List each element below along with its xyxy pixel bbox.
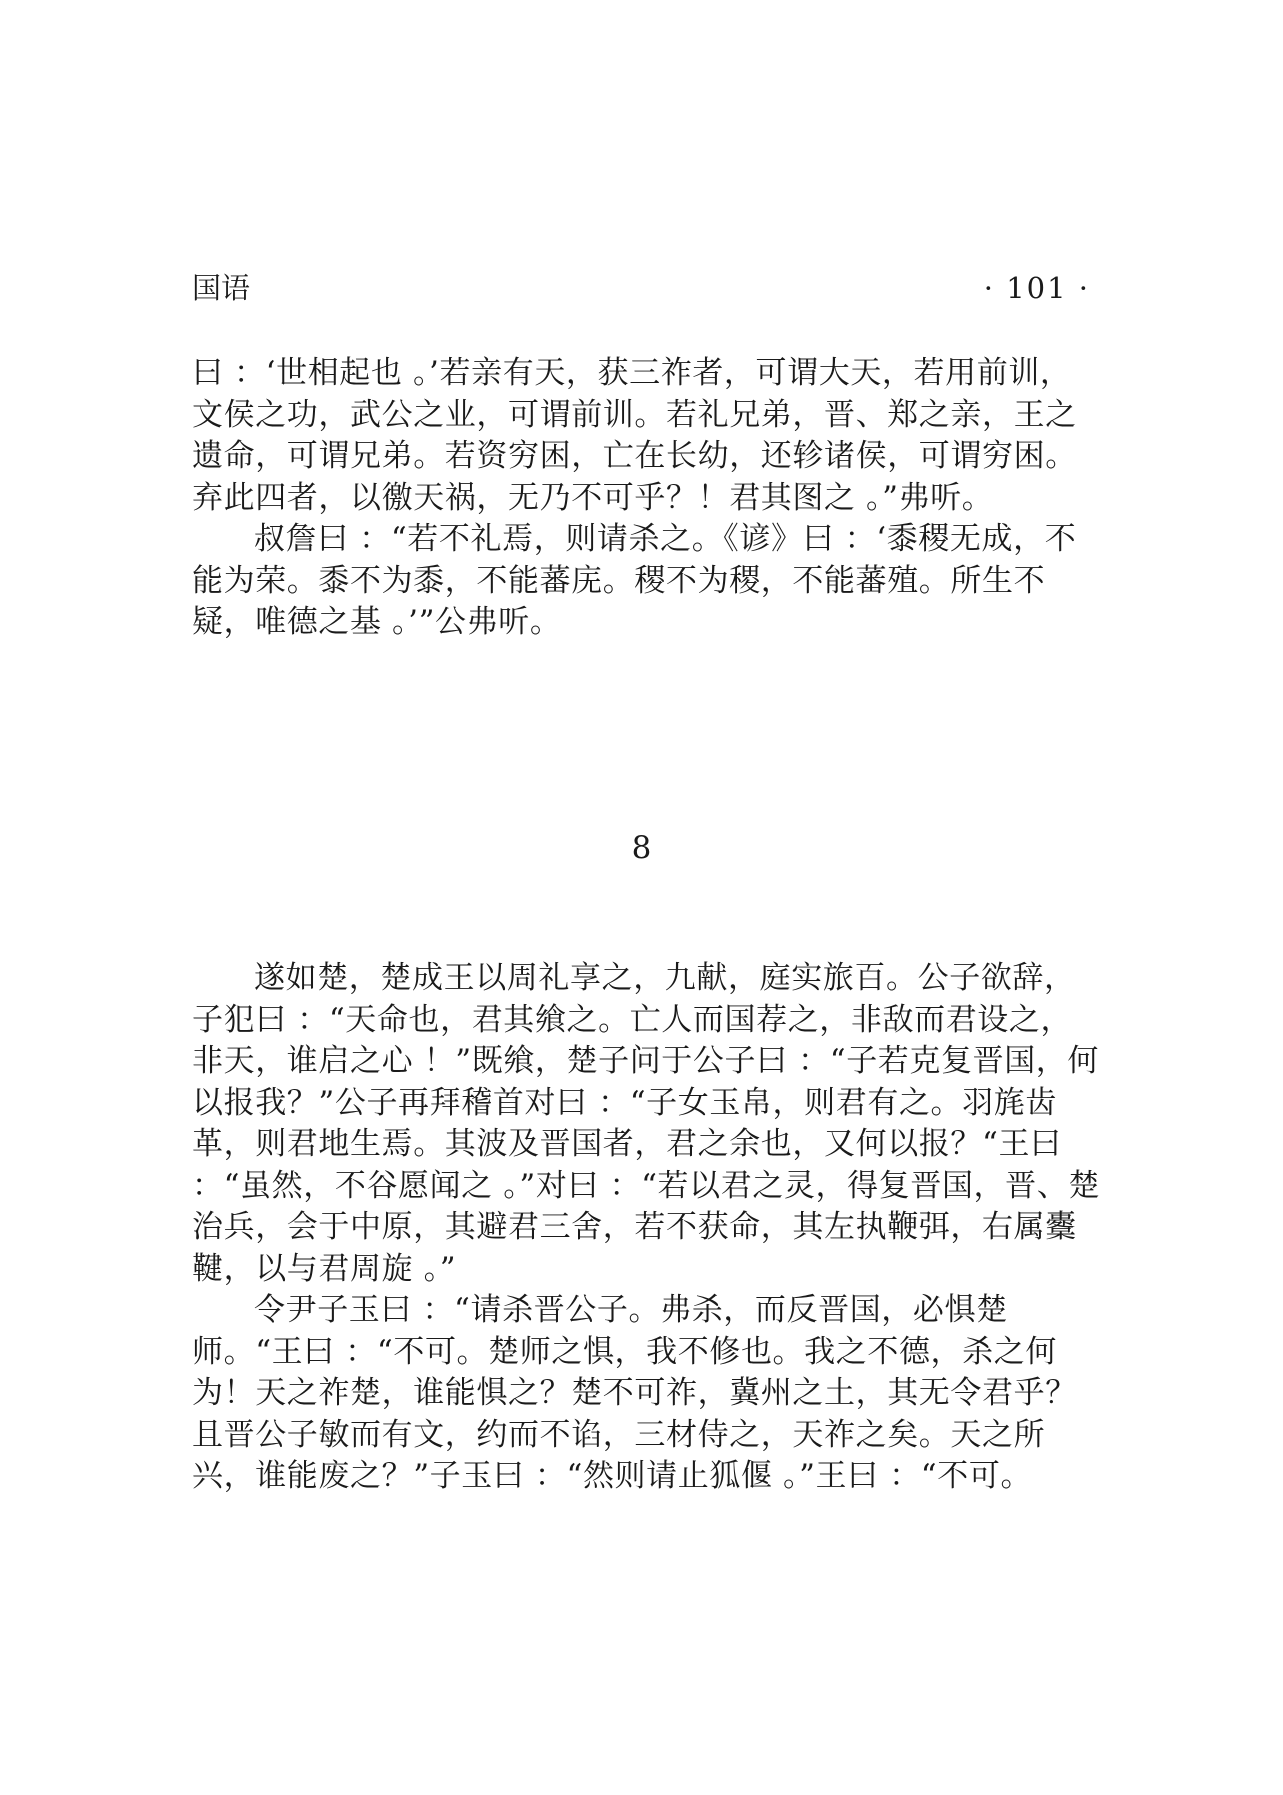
paragraph: 叔詹曰 ：“若不礼焉，则请杀之。《谚》曰 ：‘黍稷无成，不能为荣。黍不为黍，不能蕃庑。稷不为稷，不能蕃殖。所生不疑，唯德之基 。’”公弗听。 bbox=[192, 521, 1077, 640]
paragraph: 令尹子玉曰 ：“请杀晋公子。弗杀，而反晋国，必惧楚师。“王曰 ：“不可。楚师之惧，我不修也。我之不德，杀之何为！天之祚楚，谁能惧之？楚不可祚，冀州之土，其无令君乎？且晋公子敏而有文，约而不谄，三材侍之，天祚之矣。天之所兴，谁能废之？”子玉曰 ：“然则请止狐偃 。”王曰 ：“不可。 bbox=[192, 1292, 1077, 1494]
section-number: 8 bbox=[631, 830, 652, 866]
book-title: 国语 bbox=[192, 271, 251, 305]
page-number: · 101 · bbox=[983, 271, 1090, 305]
text-block-bottom bbox=[192, 958, 1102, 1498]
paragraph: 遂如楚，楚成王以周礼享之，九献，庭实旅百。公子欲辞，子犯曰 ：“天命也，君其飨之。亡人而国荐之，非敌而君设之，非天，谁启之心 ！”既飨，楚子问于公子曰 ：“子若克复晋国，何以报我？”公子再拜稽首对曰 ：“子女玉帛，则君有之。羽旄齿革，则君地生焉。其波及晋国者，君之余也，又何以报？“王曰 ：“虽然，不谷愿闻之 。”对曰 ：“若以君之灵，得复晋国，晋、楚治兵，会于中原，其避君三舍，若不获命，其左执鞭弭，右属櫜鞬，以与君周旋 。” bbox=[192, 960, 1100, 1287]
paragraph-continued: 曰 ：‘世相起也 。’若亲有天，获三祚者，可谓大天，若用前训，文侯之功，武公之业，可谓前训。若礼兄弟，晋、郑之亲，王之遗命，可谓兄弟。若资穷困，亡在长幼，还轸诸侯，可谓穷困。弃此四者，以徼天祸，无乃不可乎？！君其图之 。”弗听。 bbox=[192, 355, 1077, 516]
page-header bbox=[192, 268, 1090, 308]
text-block-top bbox=[192, 353, 1102, 644]
